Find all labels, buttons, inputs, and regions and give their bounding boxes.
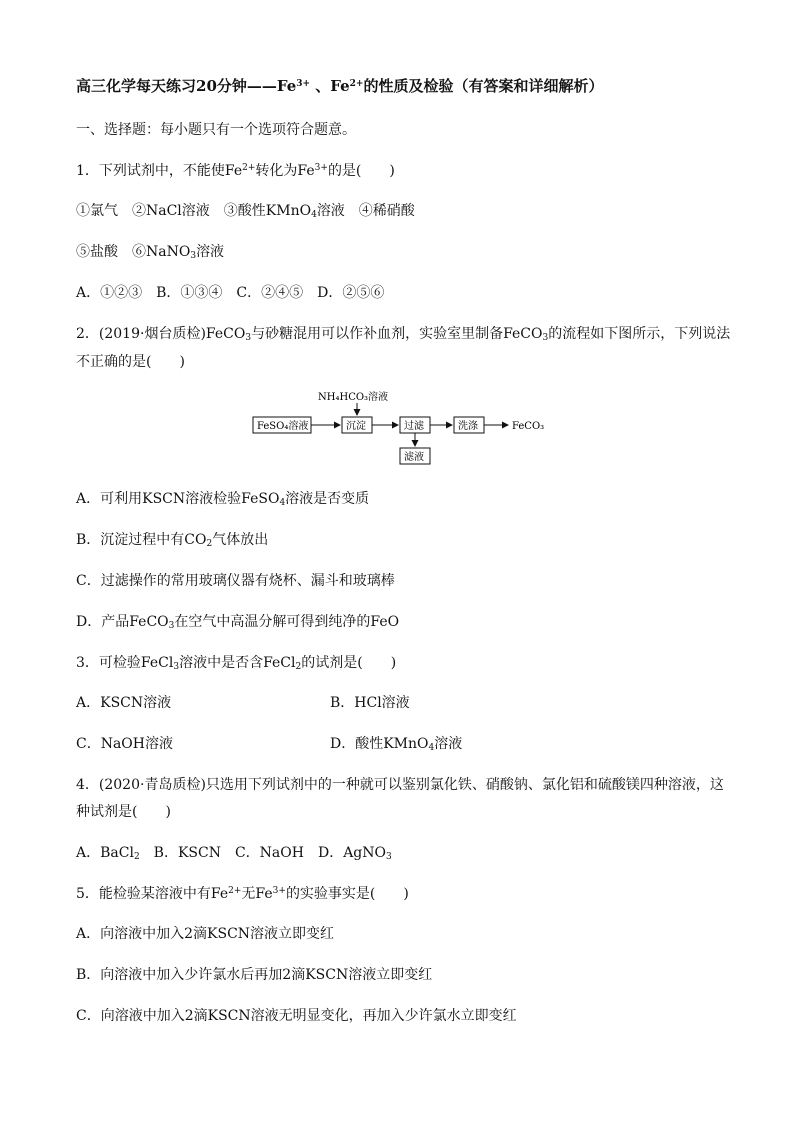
q4-stem-line1: 4．(2020·青岛质检)只选用下列试剂中的一种就可以鉴别氯化铁、硝酸钠、氯化铝和硫酸镁四种溶液，这 bbox=[76, 777, 724, 793]
flow-start-label: FeSO₄溶液 bbox=[257, 421, 309, 432]
q2-option-d: D．产品FeCO$_3$在空气中高温分解可得到纯净的FeO bbox=[76, 614, 400, 631]
q3-option-a: A．KSCN溶液 bbox=[76, 695, 172, 711]
q5-stem: 5．能检验某溶液中有$Fe^{2+}$无$Fe^{3+}$的实验事实是( ) bbox=[76, 886, 409, 902]
q2-stem-line2: 不正确的是( ) bbox=[76, 354, 185, 370]
section-heading: 一、选择题：每小题只有一个选项符合题意。 bbox=[76, 122, 356, 138]
flow-step2-label: 过滤 bbox=[404, 421, 424, 432]
q1-stem: 1．下列试剂中，不能使$Fe^{2+}$转化为$Fe^{3+}$的是( ) bbox=[76, 163, 395, 179]
q5-option-a: A．向溶液中加入2滴KSCN溶液立即变红 bbox=[76, 926, 335, 942]
q1-answer-choices: A．①②③ B．①③④ C．②④⑤ D．②⑤⑥ bbox=[76, 285, 385, 301]
flow-step3-label: 洗涤 bbox=[458, 421, 478, 432]
q3-stem: 3．可检验FeCl$_3$溶液中是否含FeCl$_2$的试剂是( ) bbox=[76, 655, 397, 672]
flow-product-label: FeCO₃ bbox=[512, 421, 545, 432]
page-title: 高三化学每天练习20分钟$——Fe^{3+}$ 、$Fe^{2+}$的性质及检验（有答案和详细解析） bbox=[76, 77, 604, 95]
q2-option-a: A．可利用KSCN溶液检验FeSO$_4$溶液是否变质 bbox=[76, 491, 370, 508]
q2-flow-diagram bbox=[250, 388, 560, 468]
q5-option-b: B．向溶液中加入少许氯水后再加2滴KSCN溶液立即变红 bbox=[76, 967, 433, 983]
q2-option-c: C．过滤操作的常用玻璃仪器有烧杯、漏斗和玻璃棒 bbox=[76, 573, 395, 589]
q1-options-row2: ⑤盐酸 ⑥NaNO$_3$溶液 bbox=[76, 244, 225, 261]
q2-stem-line1: 2．(2019·烟台质检)FeCO$_3$与砂糖混用可以作补血剂，实验室里制备FeCO$_3$的流程如下图所示，下列说法 bbox=[76, 326, 731, 343]
q4-stem-line2: 种试剂是( ) bbox=[76, 804, 171, 820]
q3-option-b: B．HCl溶液 bbox=[330, 695, 410, 711]
q3-option-d: D．酸性KMnO$_4$溶液 bbox=[330, 736, 463, 753]
flow-reagent-label: NH₄HCO₃溶液 bbox=[318, 392, 389, 403]
q4-answer-choices: A．BaCl$_2$ B．KSCN C．NaOH D．AgNO$_3$ bbox=[76, 845, 392, 862]
q3-option-c: C．NaOH溶液 bbox=[76, 736, 173, 752]
q1-options-row1: ①氯气 ②NaCl溶液 ③酸性KMnO$_4$溶液 ④稀硝酸 bbox=[76, 203, 415, 220]
flow-byproduct-label: 滤液 bbox=[404, 452, 424, 463]
q2-option-b: B．沉淀过程中有$CO_2$气体放出 bbox=[76, 532, 269, 549]
q5-option-c: C．向溶液中加入2滴KSCN溶液无明显变化，再加入少许氯水立即变红 bbox=[76, 1008, 517, 1024]
flow-step1-label: 沉淀 bbox=[346, 421, 366, 432]
